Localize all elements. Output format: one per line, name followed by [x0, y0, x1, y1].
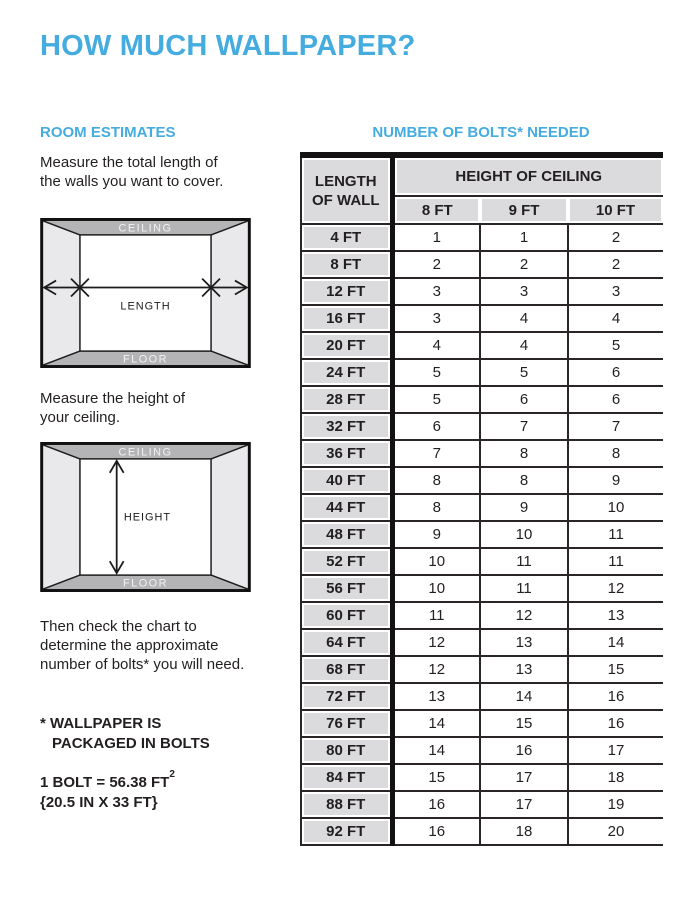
- wall-length-cell: 4 FT: [301, 224, 392, 251]
- back-wall: [80, 235, 211, 351]
- height-of-ceiling-header: HEIGHT OF CEILING: [392, 155, 663, 196]
- bolts-needed-heading: NUMBER OF BOLTS* NEEDED: [372, 124, 590, 141]
- bolt-count-cell: 9: [480, 494, 568, 521]
- wall-length-cell: 80 FT: [301, 737, 392, 764]
- room-height-diagram: [40, 442, 251, 592]
- ceiling-label: CEILING: [118, 446, 173, 459]
- table-row: [301, 683, 663, 710]
- step1-line2: the walls you want to cover.: [40, 173, 224, 190]
- bolt-count-cell: 16: [568, 683, 663, 710]
- bolt-count-cell: 2: [480, 251, 568, 278]
- bolt-count-cell: 2: [568, 251, 663, 278]
- table-row: [301, 764, 663, 791]
- bolt-count-cell: 8: [392, 467, 480, 494]
- floor-label: FLOOR: [122, 577, 169, 590]
- room-estimates-section: [40, 124, 292, 813]
- bolt-count-cell: 11: [392, 602, 480, 629]
- table-header-row-1: [301, 155, 663, 196]
- bolt-count-cell: 11: [568, 548, 663, 575]
- bolt-count-cell: 5: [392, 359, 480, 386]
- wall-length-cell: 24 FT: [301, 359, 392, 386]
- bolt-count-cell: 12: [392, 629, 480, 656]
- bolt-count-cell: 2: [392, 251, 480, 278]
- bolt-count-cell: 18: [568, 764, 663, 791]
- col-header-10ft: 10 FT: [568, 196, 663, 224]
- bolt-count-cell: 2: [568, 224, 663, 251]
- wall-length-cell: 32 FT: [301, 413, 392, 440]
- wall-length-cell: 12 FT: [301, 278, 392, 305]
- bolt-count-cell: 11: [480, 575, 568, 602]
- ceiling-label: CEILING: [118, 222, 173, 235]
- bolt-count-cell: 6: [568, 386, 663, 413]
- bolt-count-cell: 13: [392, 683, 480, 710]
- bolt-table-body: [301, 224, 663, 845]
- table-row: [301, 305, 663, 332]
- step1-line1: Measure the total length of: [40, 154, 218, 171]
- wall-length-cell: 64 FT: [301, 629, 392, 656]
- wall-length-cell: 40 FT: [301, 467, 392, 494]
- bolt-count-cell: 7: [392, 440, 480, 467]
- bolt-count-cell: 9: [568, 467, 663, 494]
- bolt-count-cell: 5: [568, 332, 663, 359]
- bolts-needed-section: [300, 124, 662, 846]
- table-row: [301, 386, 663, 413]
- table-row: [301, 710, 663, 737]
- bolt-count-cell: 6: [568, 359, 663, 386]
- bolt-count-cell: 3: [392, 278, 480, 305]
- table-row: [301, 629, 663, 656]
- step2-line1: Measure the height of: [40, 390, 186, 407]
- bolt-count-cell: 5: [480, 359, 568, 386]
- wall-length-cell: 52 FT: [301, 548, 392, 575]
- wall-length-cell: 88 FT: [301, 791, 392, 818]
- bolt-count-cell: 1: [392, 224, 480, 251]
- bolt-count-cell: 11: [480, 548, 568, 575]
- table-row: [301, 656, 663, 683]
- wall-length-cell: 8 FT: [301, 251, 392, 278]
- bolt-count-cell: 14: [480, 683, 568, 710]
- bolt-count-cell: 6: [392, 413, 480, 440]
- length-of-wall-header: LENGTH OF WALL: [301, 155, 392, 224]
- bolt-count-cell: 4: [480, 332, 568, 359]
- step2-line2: your ceiling.: [40, 409, 121, 426]
- bolt-count-cell: 15: [568, 656, 663, 683]
- wall-length-cell: 20 FT: [301, 332, 392, 359]
- bolt-count-cell: 5: [392, 386, 480, 413]
- wallpaper-footnote: [40, 714, 292, 754]
- bolt-count-cell: 14: [392, 710, 480, 737]
- bolt-count-cell: 15: [392, 764, 480, 791]
- bolt-count-cell: 16: [568, 710, 663, 737]
- bolt-count-cell: 7: [480, 413, 568, 440]
- bolt-count-cell: 15: [480, 710, 568, 737]
- bolt-count-cell: 9: [392, 521, 480, 548]
- step3-text: [40, 617, 292, 674]
- footnote-line2: PACKAGED IN BOLTS: [52, 735, 210, 752]
- table-row: [301, 359, 663, 386]
- wall-length-cell: 60 FT: [301, 602, 392, 629]
- bolt-count-cell: 7: [568, 413, 663, 440]
- wall-length-cell: 44 FT: [301, 494, 392, 521]
- wall-length-cell: 16 FT: [301, 305, 392, 332]
- bolt-count-cell: 10: [568, 494, 663, 521]
- bolt-count-cell: 13: [480, 629, 568, 656]
- bolt-count-cell: 14: [568, 629, 663, 656]
- table-row: [301, 548, 663, 575]
- bolt-count-cell: 19: [568, 791, 663, 818]
- bolt-count-cell: 6: [480, 386, 568, 413]
- table-row: [301, 251, 663, 278]
- table-row: [301, 278, 663, 305]
- table-row: [301, 575, 663, 602]
- bolts-table: [300, 152, 663, 846]
- bolt-size-info: [40, 769, 292, 813]
- bolt-count-cell: 16: [392, 818, 480, 845]
- bolt-count-cell: 10: [392, 575, 480, 602]
- table-row: [301, 440, 663, 467]
- table-row: [301, 737, 663, 764]
- bolt-count-cell: 8: [568, 440, 663, 467]
- wall-length-cell: 68 FT: [301, 656, 392, 683]
- bolt-count-cell: 17: [568, 737, 663, 764]
- bolt-count-cell: 16: [392, 791, 480, 818]
- bolt-count-cell: 3: [568, 278, 663, 305]
- table-row: [301, 494, 663, 521]
- bolt-count-cell: 20: [568, 818, 663, 845]
- wall-length-cell: 56 FT: [301, 575, 392, 602]
- wall-length-cell: 76 FT: [301, 710, 392, 737]
- step3-line1: Then check the chart to: [40, 618, 197, 635]
- wall-length-cell: 48 FT: [301, 521, 392, 548]
- floor-label: FLOOR: [122, 353, 169, 366]
- bolt-count-cell: 3: [392, 305, 480, 332]
- bolt-count-cell: 10: [480, 521, 568, 548]
- page-title: HOW MUCH WALLPAPER?: [40, 30, 416, 62]
- bolt-count-cell: 4: [568, 305, 663, 332]
- col-header-8ft: 8 FT: [392, 196, 480, 224]
- room-length-diagram: [40, 218, 251, 368]
- bolt-count-cell: 1: [480, 224, 568, 251]
- step3-line3: number of bolts* you will need.: [40, 656, 245, 673]
- bolt-count-cell: 10: [392, 548, 480, 575]
- right-wall: [211, 445, 248, 589]
- table-row: [301, 413, 663, 440]
- bolt-count-cell: 14: [392, 737, 480, 764]
- bolt-count-cell: 12: [568, 575, 663, 602]
- bolt-count-cell: 12: [480, 602, 568, 629]
- superscript-2: 2: [169, 769, 175, 780]
- table-row: [301, 521, 663, 548]
- bolt-count-cell: 18: [480, 818, 568, 845]
- wall-length-cell: 84 FT: [301, 764, 392, 791]
- bolt-count-cell: 8: [480, 440, 568, 467]
- table-row: [301, 818, 663, 845]
- bolt-count-cell: 4: [392, 332, 480, 359]
- bolt-count-cell: 16: [480, 737, 568, 764]
- step2-text: [40, 389, 292, 427]
- table-row: [301, 602, 663, 629]
- table-row: [301, 224, 663, 251]
- wall-length-cell: 92 FT: [301, 818, 392, 845]
- wall-length-cell: 36 FT: [301, 440, 392, 467]
- left-wall: [43, 445, 80, 589]
- col-header-9ft: 9 FT: [480, 196, 568, 224]
- bolt-count-cell: 8: [480, 467, 568, 494]
- bolt-count-cell: 11: [568, 521, 663, 548]
- bolt-count-cell: 12: [392, 656, 480, 683]
- bolt-count-cell: 17: [480, 791, 568, 818]
- bolt-count-cell: 17: [480, 764, 568, 791]
- table-row: [301, 332, 663, 359]
- wall-length-cell: 72 FT: [301, 683, 392, 710]
- room-estimates-heading: ROOM ESTIMATES: [40, 124, 176, 141]
- bolt-equation: 1 BOLT = 56.38 $FT^2$: [40, 769, 175, 791]
- bolt-count-cell: 13: [568, 602, 663, 629]
- footnote-line1: * WALLPAPER IS: [40, 715, 162, 732]
- bolt-count-cell: 3: [480, 278, 568, 305]
- length-label: LENGTH: [120, 300, 171, 313]
- step3-line2: determine the approximate: [40, 637, 219, 654]
- bolt-count-cell: 13: [480, 656, 568, 683]
- wall-length-cell: 28 FT: [301, 386, 392, 413]
- bolt-count-cell: 8: [392, 494, 480, 521]
- step1-text: [40, 153, 292, 191]
- table-row: [301, 791, 663, 818]
- height-label: HEIGHT: [123, 511, 172, 524]
- table-row: [301, 467, 663, 494]
- bolt-dimensions: {20.5 IN X 33 FT}: [40, 794, 158, 811]
- bolt-count-cell: 4: [480, 305, 568, 332]
